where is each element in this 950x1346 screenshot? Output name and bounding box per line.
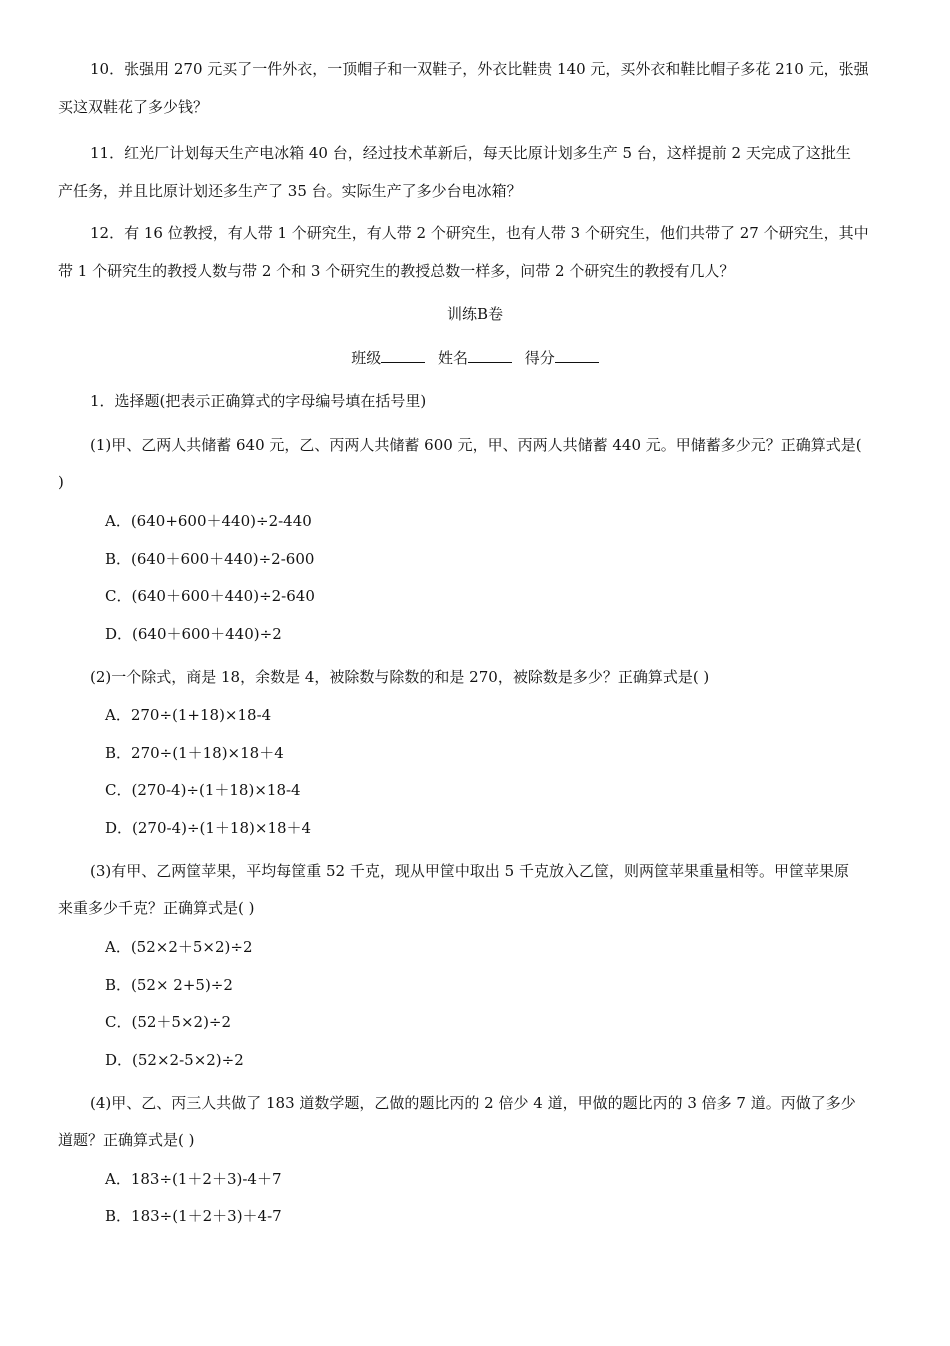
student-info-fields (0, 347, 950, 368)
question-2-option-c: C．(270-4)÷(1＋18)×18-4 (105, 781, 301, 799)
question-1-line-1: (1)甲、乙两人共储蓄 640 元，乙、丙两人共储蓄 600 元，甲、丙两人共储蓄 440 元。甲储蓄多少元？正确算式是( (90, 436, 862, 454)
question-4-line-1: (4)甲、乙、丙三人共做了 183 道数学题，乙做的题比丙的 2 倍少 4 道，甲做的题比丙的 3 倍多 7 道。丙做了多少 (90, 1094, 856, 1112)
problem-12-line-1: 12．有 16 位教授，有人带 1 个研究生，有人带 2 个研究生，也有人带 3 个研究生，他们共带了 27 个研究生，其中 (90, 224, 869, 242)
question-1-option-d: D．(640＋600＋440)÷2 (105, 625, 282, 643)
question-3-option-a: A．(52×2＋5×2)÷2 (105, 938, 253, 956)
question-3-line-1: (3)有甲、乙两筐苹果，平均每筐重 52 千克，现从甲筐中取出 5 千克放入乙筐，则两筐苹果重量相等。甲筐苹果原 (90, 862, 849, 880)
score-field[interactable]: 得分 (525, 347, 599, 368)
problem-11-line-2: 产任务，并且比原计划还多生产了 35 台。实际生产了多少台电冰箱？ (58, 182, 522, 200)
problem-10-line-2: 买这双鞋花了多少钱？ (58, 98, 209, 116)
question-1-line-2: ) (58, 473, 64, 491)
class-field[interactable]: 班级 (351, 347, 433, 368)
question-1-option-a: A．(640+600＋440)÷2-440 (105, 512, 312, 530)
problem-11-line-1: 11．红光厂计划每天生产电冰箱 40 台，经过技术革新后，每天比原计划多生产 5 台，这样提前 2 天完成了这批生 (90, 144, 851, 162)
question-4-line-2: 道题？正确算式是( ) (58, 1131, 195, 1149)
section-b-heading: 1．选择题(把表示正确算式的字母编号填在括号里) (90, 392, 427, 410)
question-3-line-2: 来重多少千克？正确算式是( ) (58, 899, 255, 917)
question-3-option-d: D．(52×2-5×2)÷2 (105, 1051, 244, 1069)
question-2-option-d: D．(270-4)÷(1＋18)×18＋4 (105, 819, 312, 837)
question-2-line-1: (2)一个除式，商是 18，余数是 4，被除数与除数的和是 270，被除数是多少？正确算式是( ) (90, 668, 710, 686)
question-4-option-b: B．183÷(1＋2＋3)＋4-7 (105, 1207, 282, 1225)
question-3-option-b: B．(52× 2+5)÷2 (105, 976, 233, 994)
section-b-title: 训练B卷 (446, 305, 504, 323)
problem-10-line-1: 10．张强用 270 元买了一件外衣，一顶帽子和一双鞋子，外衣比鞋贵 140 元，买外衣和鞋比帽子多花 210 元，张强 (90, 60, 869, 78)
question-1-option-b: B．(640＋600＋440)÷2-600 (105, 550, 315, 568)
question-4-option-a: A．183÷(1＋2＋3)-4＋7 (105, 1170, 282, 1188)
name-field[interactable]: 姓名 (438, 347, 520, 368)
problem-12-line-2: 带 1 个研究生的教授人数与带 2 个和 3 个研究生的教授总数一样多，问带 2 个研究生的教授有几人？ (58, 262, 735, 280)
question-1-option-c: C．(640＋600＋440)÷2-640 (105, 587, 315, 605)
question-2-option-a: A．270÷(1+18)×18-4 (105, 706, 272, 724)
question-2-option-b: B．270÷(1＋18)×18＋4 (105, 744, 284, 762)
question-3-option-c: C．(52＋5×2)÷2 (105, 1013, 232, 1031)
